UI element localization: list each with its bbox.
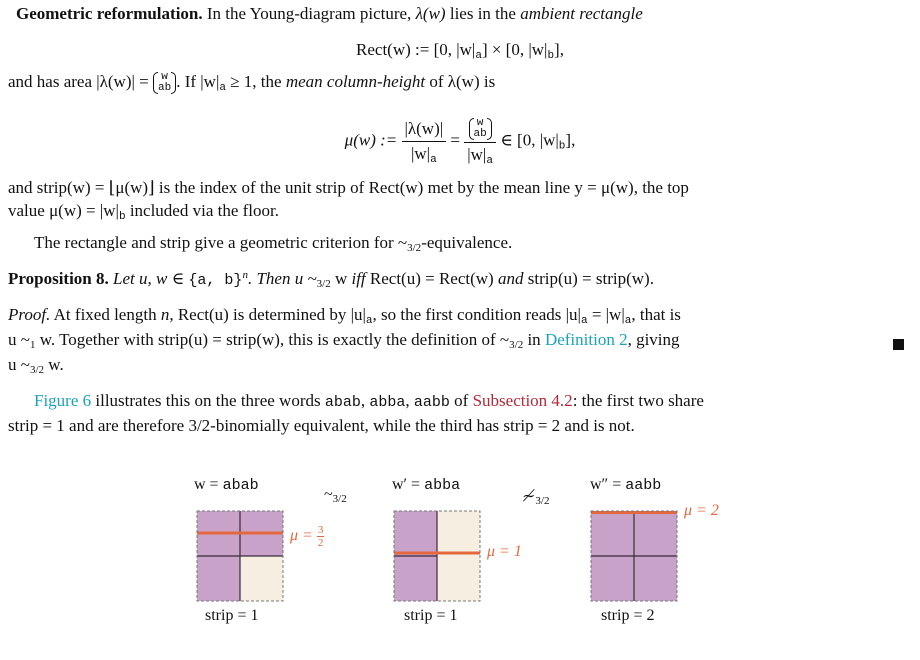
diagram-abab (196, 510, 284, 602)
label-w: w = abab (194, 476, 259, 494)
binomial: w ab (153, 72, 176, 94)
paragraph-area: and has area |λ(w)| = w ab . If $|w|_a \ge 1$, the mean column-height of λ(w) is (8, 71, 496, 95)
paragraph-strip-line2: value $\mu(w) = |w|_b$ included via the floor. (8, 201, 279, 223)
strip-label-1: strip = 1 (205, 607, 259, 624)
cell (240, 556, 283, 601)
proposition-8: Proposition 8. Let u, w ∈ {a, b}$^n$. Then u $\sim_{3/2}$ w iff Rect(u) = Rect(w) and strip(u) = strip(w). (8, 269, 654, 290)
diagram-aabb (590, 510, 678, 602)
paragraph-strip-line1: and strip(w) = ⌊μ(w)⌋ is the index of the unit strip of Rect(w) met by the mean line y = μ(w), the top (8, 178, 689, 197)
equation-mu: μ(w) := $\frac{|\lambda(w)|}{|w|_a}$ = w ab $|w|_a$ ∈ [0, $|w|_b$], (344, 117, 576, 168)
strip-label-3: strip = 2 (601, 607, 655, 624)
figure-6-link[interactable]: Figure 6 (34, 391, 92, 410)
proof-line2: u $\sim_1$ w. Together with strip(u) = strip(w), this is exactly the definition of $\sim_{3/2}$ in Definition 2, giving (8, 330, 680, 351)
mu-label-2: μ = 1 (487, 543, 522, 560)
paragraph-figure-ref: Figure 6 illustrates this on the three words abab, abba, aabb of Subsection 4.2: the first two share (34, 391, 704, 411)
paragraph-figure-ref-line2: strip = 1 and are therefore 3/2-binomially equivalent, while the third has strip = 2 and is not. (8, 416, 635, 435)
nsim-symbol: $≁_{3/2}$ (522, 488, 550, 507)
fraction-binom: w ab $|w|_a$ (464, 118, 496, 165)
fraction-lambda: $\frac{|\lambda(w)|}{|w|_a}$ (402, 119, 447, 164)
subsection-4-2-link[interactable]: Subsection 4.2 (472, 391, 573, 410)
mu-label-3: μ = 2 (684, 502, 719, 519)
sim-symbol: $\sim_{3/2}$ (324, 486, 347, 505)
equation-rect: Rect(w) := [0, $|w|_a] \times [0$, $|w|_b$], (356, 40, 564, 62)
label-w-double-prime: w″ = aabb (590, 476, 662, 494)
diagram-abba (393, 510, 481, 602)
qed-square-icon (893, 339, 904, 350)
strip-label-2: strip = 1 (404, 607, 458, 624)
definition-2-link[interactable]: Definition 2 (544, 330, 628, 349)
mu-label-1: μ = $\frac{3}{2}$ (290, 524, 324, 549)
cell (437, 511, 480, 601)
label-w-prime: w′ = abba (392, 476, 461, 494)
paragraph-geometric: Geometric reformulation. In the Young-diagram picture, λ(w) lies in the ambient rectangle (16, 4, 643, 23)
proof-line1: Proof. At fixed length n, Rect(u) is determined by $|u|_a$, so the first condition reads $|u|_a = |w|_a$, that is (8, 305, 681, 327)
paragraph-criterion: The rectangle and strip give a geometric criterion for $\sim_{3/2}$-equivalence. (34, 233, 513, 254)
paragraph-heading: Geometric reformulation. (16, 4, 203, 23)
cell (197, 556, 240, 601)
proof-line3: u $\sim_{3/2}$ w. (8, 355, 64, 376)
